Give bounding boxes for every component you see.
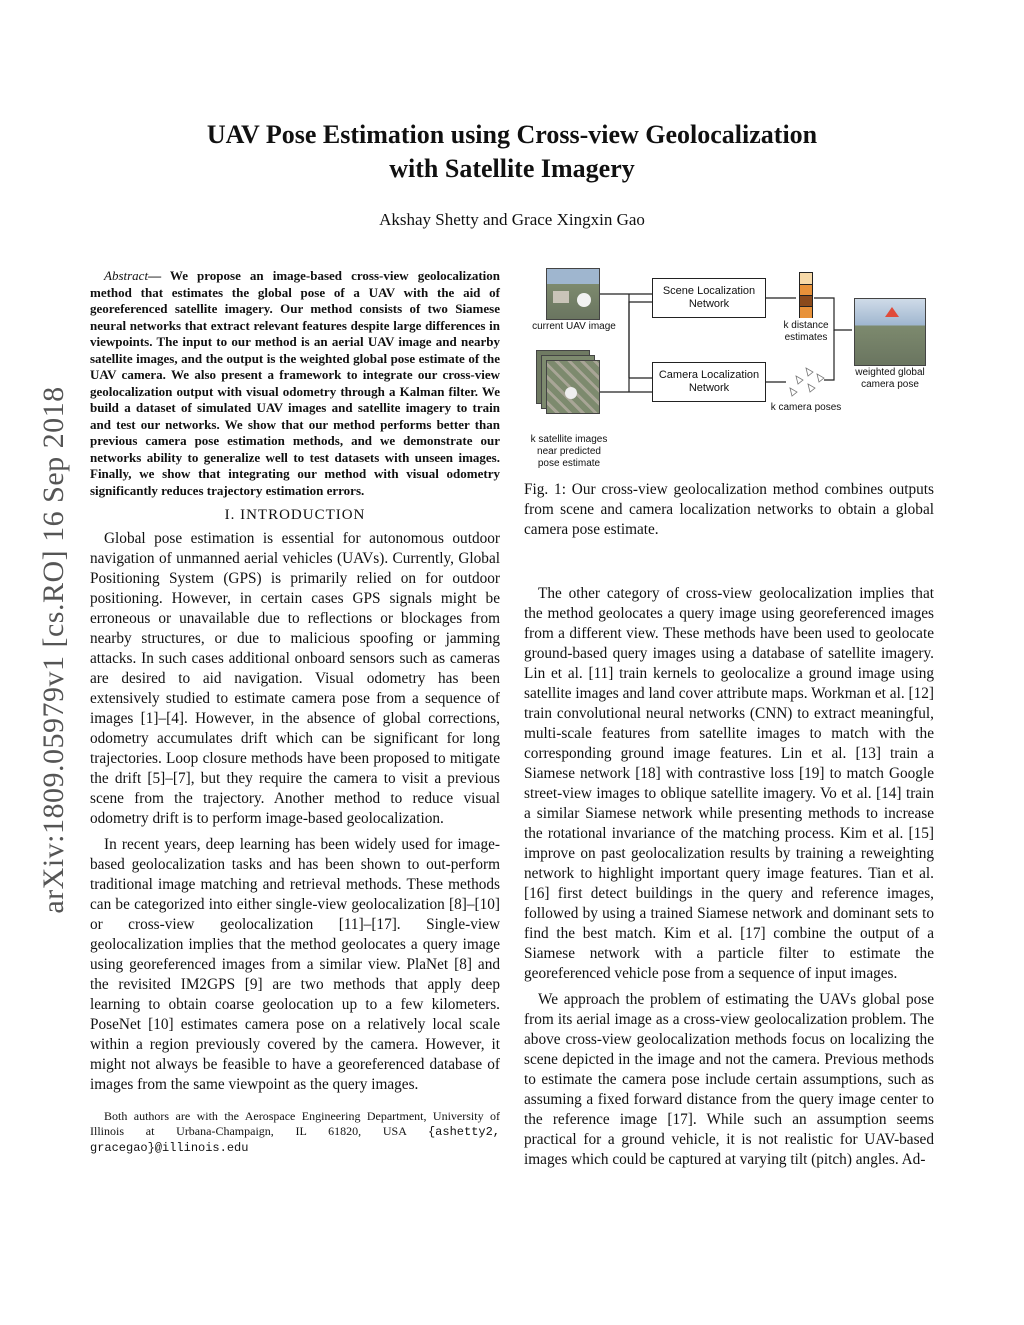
current-uav-image-label: current UAV image (532, 321, 616, 332)
abstract-dash: — (148, 268, 170, 283)
pose-marker (790, 388, 797, 396)
weighted-global-camera-pose-label: weighted global camera pose (855, 367, 925, 390)
author-footnote (90, 1109, 500, 1156)
k-satellite-images-label: k satellite images near predicted pose estimate (530, 434, 608, 469)
scene-localization-network-box: Scene Localization Network (652, 278, 766, 318)
distance-estimates-bar (799, 272, 813, 318)
intro-paragraph-2: In recent years, deep learning has been widely used for image-based geolocalization tasks and has been shown to out-perform traditional image matching and retrieval methods. These methods can be categorized into either single-view geolocalization [8]–[10] or cross-view geolocalization [11]–[17]. Single-view geolocalization implies that the method geolocates a query image using georeferenced images from a similar view. PlaNet [8] and the revisited IM2GPS [9] are two methods that apply deep learning to obtain coarse geolocation up to a few kilometers. PoseNet [10] estimates camera pose on a relatively local scale within a region previously covered by the camera. However, it might not always be feasible to have a georeferenced database of images from the same viewpoint as the query images. (90, 836, 500, 1093)
right-paragraph-1: The other category of cross-view geolocalization implies that the method geolocates a query image using georeferenced images from a different view. These methods have been used to geolocate ground-based query images using a database of satellite imagery. Lin et al. [11] train kernels to geolocalize a ground image using satellite images and land cover attribute maps. Workman et al. [12] train convolutional neural networks (CNN) to extract meaningful, multi-scale features from satellite images to match with the corresponding ground image features. Lin et al. [13] train a Siamese network [18] with contrastive loss [19] to match Google street-view images to oblique satellite imagery. Vo et al. [14] train a similar Siamese network while presenting methods to increase the rotational invariance of the matching process. Kim et al. [15] improve on past geolocalization results by training a reweighting network to highlight important query image features. Tian et al. [16] first detect buildings in the query and reference images, followed by using a trained Siamese network and dominant sets to find the best match. Kim et al. [17] combine the output of a Siamese network with a particle filter to estimate the georeferenced vehicle pose from a sequence of input images. (524, 585, 934, 982)
right-paragraph-2: We approach the problem of estimating the UAVs global pose from its aerial image as a cross-view geolocalization problem. The above cross-view geolocalization methods focus on localizing the scene depicted in the image and not the camera. Previous methods to estimate the camera pose include certain assumptions, such as assuming a fixed forward distance from the query image center to the reference image [17]. While such an assumption seems practical for a ground vehicle, it is not realistic for UAV-based images which could be captured at varying tilt (pitch) angles. Ad- (524, 991, 934, 1168)
uav-image-icon (546, 268, 600, 320)
section-heading-introduction: I. INTRODUCTION (224, 507, 366, 523)
abstract-lead: Abstract (104, 268, 149, 283)
pose-marker (806, 368, 813, 376)
authors: Akshay Shetty and Grace Xingxin Gao (379, 210, 645, 229)
figure-1-caption: Fig. 1: Our cross-view geolocalization method combines outputs from scene and camera localization networks to obtain a global camera pose estimate. (524, 481, 934, 538)
camera-pose-marker-icon (885, 307, 899, 317)
bar-cell (800, 296, 812, 307)
abstract (90, 268, 500, 499)
left-column (90, 268, 500, 1156)
abstract-text: We propose an image-based cross-view geolocalization method that estimates the global pose of a UAV with the aid of georeferenced satellite imagery. Our method consists of two Siamese neural networks that extract relevant features despite large differences in viewpoints. The input to our method is an aerial UAV image and nearby satellite images, and the output is the weighted global pose estimate of the UAV camera. We also present a framework to integrate our cross-view geolocalization output with visual odometry through a Kalman filter. We build a dataset of simulated UAV images and satellite imagery to train and test our networks. We show that our method performs better than previous camera pose estimation methods, and we demonstrate our networks ability to generalize well to test datasets with unseen images. Finally, we show that integrating our method with visual odometry significantly reduces trajectory estimation errors. (90, 268, 501, 498)
paper-title (120, 118, 904, 186)
bar-cell (800, 285, 812, 296)
intro-paragraph-1: Global pose estimation is essential for autonomous outdoor navigation of unmanned aerial vehicles (UAVs). Currently, Global Positioning System (GPS) is primarily relied on for outdoor positioning. However, in certain cases GPS signals might be erroneous or unavailable due to reflections or blockages from nearby structures, or due to malicious spoofing or jamming attacks. In such cases additional onboard sensors such as cameras are desired to aid navigation. Visual odometry has been extensively studied to estimate camera pose from a sequence of images [1]–[4]. However, in the absence of global corrections, odometry accumulates drift which can be significant for long trajectories. Loop closure methods have been proposed to mitigate the drift [5]–[7], but they require the camera to visit a previous scene from the trajectory. Another method to reduce visual odometry drift is to perform image-based geolocalization. (90, 530, 500, 827)
k-camera-poses-label: k camera poses (770, 402, 842, 413)
pose-marker (808, 384, 815, 392)
bar-cell (800, 307, 812, 318)
camera-localization-network-box: Camera Localization Network (652, 362, 766, 402)
pose-marker (817, 374, 824, 382)
footnote-text: Both authors are with the Aerospace Engineering Department, University of Illinois at Urbana-Champaign, IL 61820, USA (90, 1109, 500, 1138)
satellite-image-icon (546, 360, 600, 414)
storage-tank-icon (565, 387, 577, 399)
footnote-emails: {ashetty2, gracegao}@illinois.edu (90, 1125, 500, 1155)
figure-1 (524, 262, 934, 472)
bar-cell (800, 273, 812, 285)
k-distance-estimates-label: k distance estimates (783, 320, 829, 343)
title-line-2: with Satellite Imagery (389, 154, 635, 183)
arxiv-identifier: arXiv:1809.05979v1 [cs.RO] 16 Sep 2018 (37, 386, 70, 914)
right-column (524, 584, 934, 1176)
pose-marker (796, 376, 803, 384)
title-line-1: UAV Pose Estimation using Cross-view Geolocalization (206, 120, 818, 149)
weighted-pose-image-icon (854, 298, 926, 366)
building-icon (553, 291, 569, 303)
storage-tank-icon (577, 293, 591, 307)
